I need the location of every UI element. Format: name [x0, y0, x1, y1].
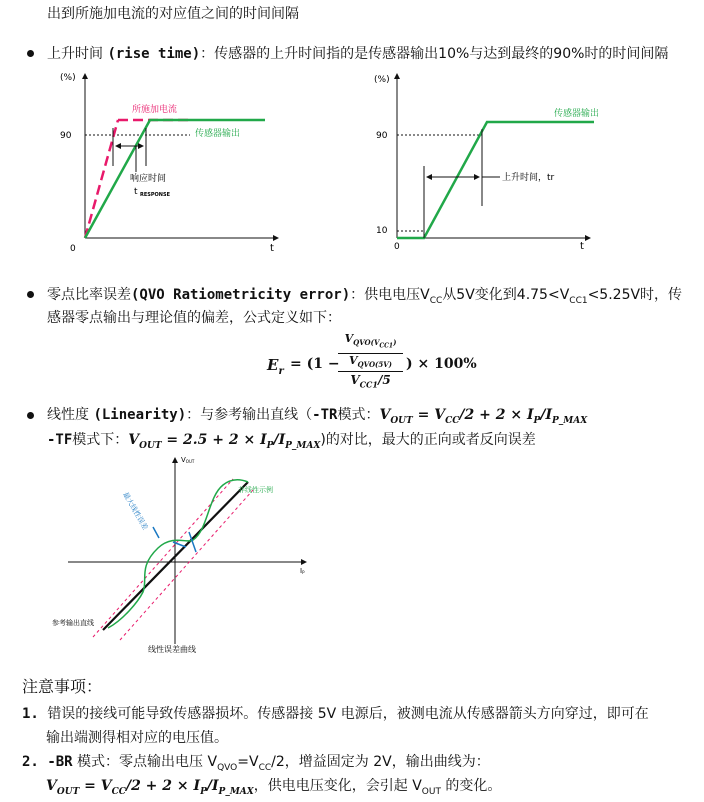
- chart2-legend-output: 传感器输出: [554, 109, 600, 119]
- chart2-tick-10: 10: [376, 226, 388, 236]
- lin-text2: 模式：: [337, 407, 380, 423]
- note-2-formula: $V_{OUT} = V_{CC}/2 + 2 \times I_P/I_{P\_MAX}$: [46, 778, 254, 797]
- lin-tr: -TR: [312, 407, 338, 423]
- lin-tf: -TF: [47, 432, 73, 448]
- qvo-term: (QVO Ratiometricity error): [131, 287, 351, 303]
- note-2-line2: [46, 776, 501, 802]
- formula-num-bot: $V_{QVO(5V)}$: [338, 353, 403, 371]
- qvo-text3: <5.25V时，传: [587, 287, 683, 303]
- response-time-chart: [40, 66, 300, 261]
- lin-text1: ：与参考输出直线（: [186, 407, 313, 423]
- chart3-max-error-label: 最大线性误差: [121, 491, 150, 532]
- chart3-marker-upper: [153, 527, 159, 538]
- note-2-out: OUT: [421, 786, 441, 797]
- linearity-chart: [48, 452, 323, 662]
- rise-label: 上升时间: [47, 46, 103, 62]
- note-2-num: 2.: [22, 754, 39, 770]
- intro-line: 出到所施加电流的对应值之间的时间间隔: [47, 6, 299, 22]
- formula-num-top: $V_{QVO(V_{CC1})}$: [344, 332, 397, 350]
- lin-text3: 模式下：: [72, 432, 129, 448]
- note-2-text: 模式：零点输出电压 V: [72, 754, 218, 770]
- note-2-cc: CC: [258, 762, 272, 773]
- chart3-y-label: VOUT: [181, 456, 195, 464]
- chart1-legend-output: 传感器输出: [195, 129, 241, 139]
- qvo-line2: 感器零点输出与理论值的偏差，公式定义如下：: [47, 310, 341, 326]
- rise-time-chart: [362, 66, 622, 261]
- notes-title: 注意事项：: [22, 677, 103, 696]
- chart3-ref-label: 参考输出直线: [52, 619, 94, 627]
- formula-fraction: [338, 332, 403, 392]
- chart2-zero: 0: [394, 242, 400, 252]
- lin-f2: $V_{OUT} = 2.5 + 2 \times I_P/I_{P\_MAX}$: [128, 432, 321, 451]
- chart1-y-unit: (%): [60, 73, 76, 83]
- note-2-tail: ，供电电压变化，会引起 V: [253, 778, 422, 794]
- lin-f2-close: ): [320, 432, 326, 448]
- chart1-t-symbol: t: [134, 187, 138, 197]
- formula-tail: ) × 100%: [406, 356, 477, 372]
- formula-lhs: $E_r$: [267, 356, 284, 377]
- qvo-cc: CC: [429, 295, 443, 306]
- chart2-tick-90: 90: [376, 131, 388, 141]
- note-1-line2: 输出端测得相对应的电压值。: [46, 730, 228, 746]
- linearity-paragraph: [47, 405, 587, 431]
- qvo-label: 零点比率误差: [47, 287, 131, 303]
- formula-num: [338, 332, 403, 372]
- chart1-x-label: t: [270, 243, 274, 254]
- note-2-tail2: 的变化。: [440, 778, 502, 794]
- note-1-text: 错误的接线可能导致传感器损坏。传感器接 5V 电源后，被测电流从传感器箭头方向穿过，即可在: [47, 706, 649, 722]
- chart3-error-curve-label: 线性误差曲线: [148, 645, 196, 654]
- note-2: [22, 752, 490, 778]
- qvo-text1: ：供电电压V: [350, 287, 430, 303]
- note-2-qvo: QVO: [217, 762, 238, 773]
- qvo-text2: 从5V变化到4.75<V: [442, 287, 570, 303]
- qvo-formula: [262, 332, 482, 392]
- chart2-rise-label: 上升时间，tr: [502, 173, 555, 183]
- lin-f1: $V_{OUT} = V_{CC}/2 + 2 \times I_P/I_{P\_MAX}$: [379, 407, 588, 426]
- chart2-y-unit: (%): [374, 75, 390, 85]
- qvo-paragraph: [47, 285, 682, 311]
- formula-eq: = (1 −: [290, 356, 340, 372]
- chart1-tick-90: 90: [60, 131, 72, 141]
- qvo-cc1: CC1: [569, 295, 588, 306]
- chart3-nonlinear-label: 非线性示例: [238, 486, 273, 494]
- rise-text: ：传感器的上升时间指的是传感器输出10%与达到最终的90%时的时间间隔: [200, 46, 669, 62]
- rise-term: (rise time): [107, 46, 201, 62]
- formula-den: $V_{CC1}/5$: [350, 372, 391, 390]
- lin-text4: 的对比，最大的正向或者反向误差: [325, 432, 536, 448]
- note-2-br: -BR: [47, 754, 73, 770]
- bullet-rise: [27, 50, 34, 57]
- chart2-output-line: [397, 122, 594, 238]
- lin-label: 线性度: [47, 407, 89, 423]
- note-1: [22, 704, 649, 724]
- note-2-text2: =V: [237, 754, 259, 770]
- lin-term: (Linearity): [93, 407, 187, 423]
- note-1-num: 1.: [22, 706, 39, 722]
- bullet-qvo: [27, 291, 34, 298]
- chart1-zero: 0: [70, 244, 76, 254]
- bullet-linearity: [27, 412, 34, 419]
- chart2-x-label: t: [580, 241, 584, 252]
- chart1-t-sub: RESPONSE: [140, 192, 170, 198]
- chart3-x-label: IP: [300, 567, 305, 575]
- note-2-text3: /2，增益固定为 2V，输出曲线为：: [271, 754, 490, 770]
- chart1-response-label: 响应时间: [130, 174, 167, 184]
- rise-time-paragraph: [47, 44, 668, 64]
- chart1-legend-current: 所施加电流: [132, 105, 178, 115]
